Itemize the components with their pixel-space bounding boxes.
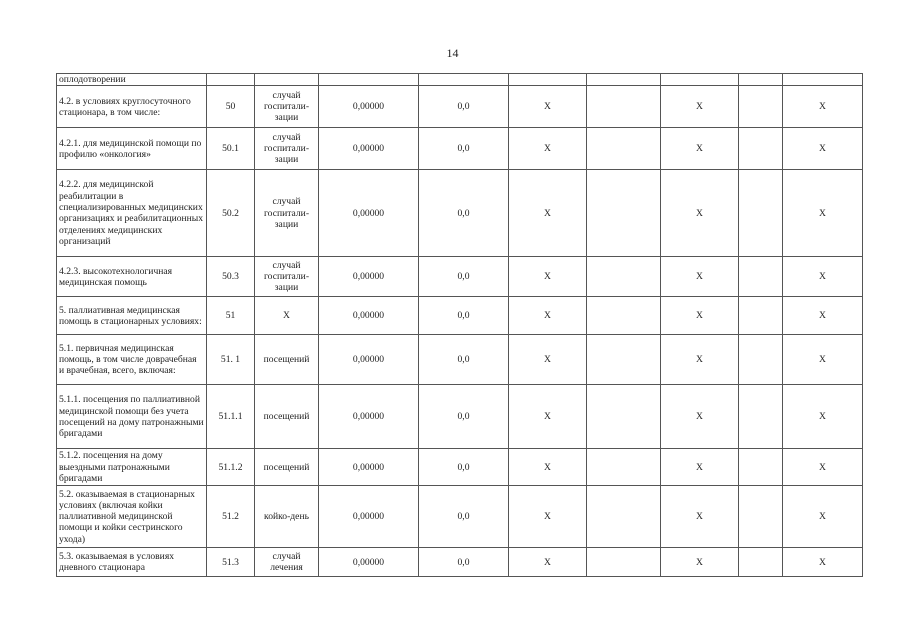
col6-cell: Х xyxy=(509,257,587,297)
col6-cell: Х xyxy=(509,128,587,170)
col7-cell xyxy=(587,128,661,170)
unit-cell: койко-день xyxy=(255,486,319,548)
rate-cell: 0,0 xyxy=(419,548,509,577)
rate-cell: 0,0 xyxy=(419,170,509,257)
code-cell: 51 xyxy=(207,297,255,335)
medical-care-volume-table xyxy=(56,73,863,577)
unit-cell: случай госпитали-зации xyxy=(255,170,319,257)
col8-cell: Х xyxy=(661,86,739,128)
col6-cell: Х xyxy=(509,170,587,257)
col9-cell xyxy=(739,335,783,385)
col10-cell: Х xyxy=(783,257,863,297)
table-row xyxy=(57,449,863,486)
code-cell: 50.2 xyxy=(207,170,255,257)
col10-cell: Х xyxy=(783,170,863,257)
table-row xyxy=(57,297,863,335)
table-row xyxy=(57,74,863,86)
value-cell: 0,00000 xyxy=(319,297,419,335)
rate-cell: 0,0 xyxy=(419,128,509,170)
col6-cell: Х xyxy=(509,449,587,486)
code-cell: 51. 1 xyxy=(207,335,255,385)
col8-cell: Х xyxy=(661,128,739,170)
value-cell: 0,00000 xyxy=(319,486,419,548)
col6-cell: Х xyxy=(509,86,587,128)
col10-cell: Х xyxy=(783,385,863,449)
rate-cell xyxy=(419,74,509,86)
col8-cell: Х xyxy=(661,385,739,449)
col9-cell xyxy=(739,385,783,449)
rate-cell: 0,0 xyxy=(419,257,509,297)
value-cell: 0,00000 xyxy=(319,335,419,385)
rate-cell: 0,0 xyxy=(419,86,509,128)
col7-cell xyxy=(587,86,661,128)
col9-cell xyxy=(739,548,783,577)
code-cell: 50.1 xyxy=(207,128,255,170)
row-name-cell: 4.2.2. для медицинской реабилитации в специализированных медицинских организациях и реабилитационных отделениях медицинских организаций xyxy=(57,170,207,257)
value-cell: 0,00000 xyxy=(319,128,419,170)
unit-cell: случай госпитали-зации xyxy=(255,257,319,297)
col7-cell xyxy=(587,170,661,257)
col8-cell: Х xyxy=(661,170,739,257)
value-cell xyxy=(319,74,419,86)
col8-cell: Х xyxy=(661,335,739,385)
page-number: 14 xyxy=(446,46,459,60)
table-row xyxy=(57,128,863,170)
col7-cell xyxy=(587,257,661,297)
col8-cell: Х xyxy=(661,257,739,297)
row-name-cell: 5.1.2. посещения на дому выездными патронажными бригадами xyxy=(57,449,207,486)
unit-cell: случай лечения xyxy=(255,548,319,577)
col10-cell: Х xyxy=(783,548,863,577)
code-cell: 51.2 xyxy=(207,486,255,548)
row-name-cell: 5.1.1. посещения по паллиативной медицинской помощи без учета посещений на дому патронажными бригадами xyxy=(57,385,207,449)
value-cell: 0,00000 xyxy=(319,385,419,449)
unit-cell: посещений xyxy=(255,335,319,385)
value-cell: 0,00000 xyxy=(319,257,419,297)
col8-cell: Х xyxy=(661,297,739,335)
unit-cell: случай госпитали-зации xyxy=(255,86,319,128)
row-name-cell: 4.2.1. для медицинской помощи по профилю «онкология» xyxy=(57,128,207,170)
table-row xyxy=(57,86,863,128)
col6-cell: Х xyxy=(509,385,587,449)
rate-cell: 0,0 xyxy=(419,449,509,486)
col9-cell xyxy=(739,486,783,548)
col10-cell: Х xyxy=(783,449,863,486)
code-cell: 50.3 xyxy=(207,257,255,297)
unit-cell: случай госпитали-зации xyxy=(255,128,319,170)
table-row xyxy=(57,548,863,577)
row-name-cell: 4.2. в условиях круглосуточного стационара, в том числе: xyxy=(57,86,207,128)
col8-cell: Х xyxy=(661,548,739,577)
value-cell: 0,00000 xyxy=(319,449,419,486)
col9-cell xyxy=(739,257,783,297)
row-name-cell: 5.3. оказываемая в условиях дневного стационара xyxy=(57,548,207,577)
col7-cell xyxy=(587,335,661,385)
col7-cell xyxy=(587,449,661,486)
col6-cell: Х xyxy=(509,548,587,577)
table-row xyxy=(57,170,863,257)
row-name-cell: 4.2.3. высокотехнологичная медицинская помощь xyxy=(57,257,207,297)
table-row xyxy=(57,486,863,548)
col10-cell: Х xyxy=(783,486,863,548)
col10-cell: Х xyxy=(783,86,863,128)
row-name-cell: 5.1. первичная медицинская помощь, в том числе доврачебная и врачебная, всего, включая: xyxy=(57,335,207,385)
col10-cell: Х xyxy=(783,297,863,335)
col6-cell xyxy=(509,74,587,86)
col7-cell xyxy=(587,74,661,86)
table-row xyxy=(57,257,863,297)
col10-cell: Х xyxy=(783,335,863,385)
rate-cell: 0,0 xyxy=(419,486,509,548)
value-cell: 0,00000 xyxy=(319,86,419,128)
col6-cell: Х xyxy=(509,335,587,385)
col8-cell xyxy=(661,74,739,86)
table-row xyxy=(57,335,863,385)
table-row xyxy=(57,385,863,449)
col9-cell xyxy=(739,449,783,486)
col10-cell xyxy=(783,74,863,86)
code-cell: 51.1.1 xyxy=(207,385,255,449)
col7-cell xyxy=(587,385,661,449)
row-name-cell: 5.2. оказываемая в стационарных условиях (включая койки паллиативной медицинской помощи и койки сестринского ухода) xyxy=(57,486,207,548)
unit-cell: Х xyxy=(255,297,319,335)
unit-cell: посещений xyxy=(255,449,319,486)
row-name-cell: оплодотворении xyxy=(57,74,207,86)
code-cell: 50 xyxy=(207,86,255,128)
col6-cell: Х xyxy=(509,297,587,335)
col9-cell xyxy=(739,74,783,86)
col9-cell xyxy=(739,128,783,170)
value-cell: 0,00000 xyxy=(319,170,419,257)
rate-cell: 0,0 xyxy=(419,335,509,385)
col10-cell: Х xyxy=(783,128,863,170)
rate-cell: 0,0 xyxy=(419,385,509,449)
code-cell xyxy=(207,74,255,86)
col9-cell xyxy=(739,170,783,257)
rate-cell: 0,0 xyxy=(419,297,509,335)
col9-cell xyxy=(739,86,783,128)
unit-cell: посещений xyxy=(255,385,319,449)
code-cell: 51.1.2 xyxy=(207,449,255,486)
unit-cell xyxy=(255,74,319,86)
row-name-cell: 5. паллиативная медицинская помощь в стационарных условиях: xyxy=(57,297,207,335)
code-cell: 51.3 xyxy=(207,548,255,577)
value-cell: 0,00000 xyxy=(319,548,419,577)
col7-cell xyxy=(587,297,661,335)
col7-cell xyxy=(587,486,661,548)
col6-cell: Х xyxy=(509,486,587,548)
col9-cell xyxy=(739,297,783,335)
col8-cell: Х xyxy=(661,449,739,486)
col8-cell: Х xyxy=(661,486,739,548)
col7-cell xyxy=(587,548,661,577)
